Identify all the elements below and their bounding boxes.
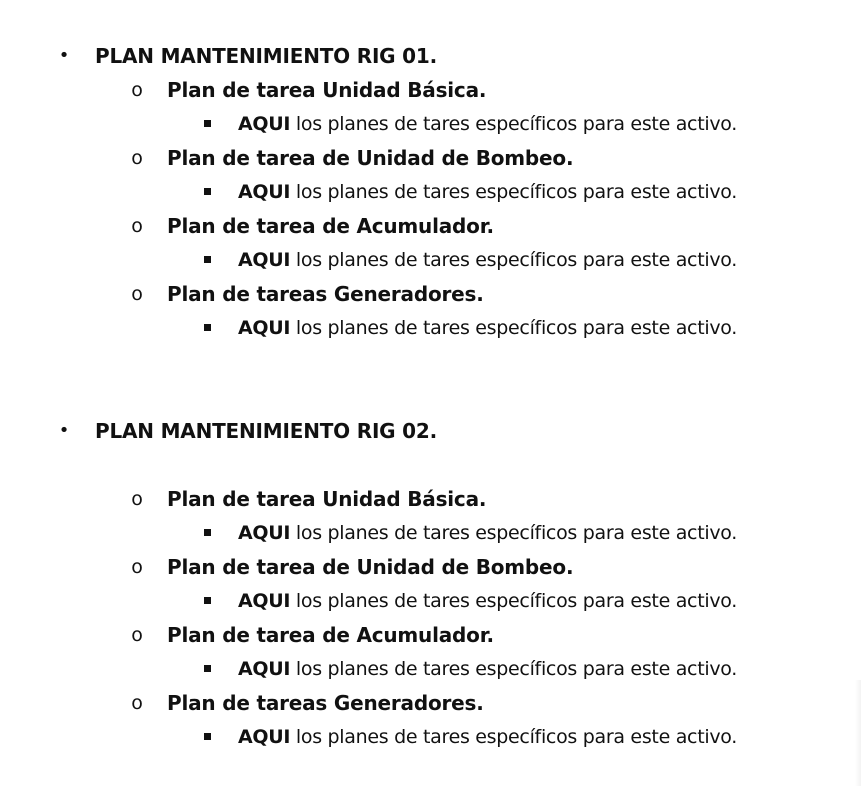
aqui-link[interactable]: AQUI <box>238 590 291 612</box>
section-title: PLAN MANTENIMIENTO RIG 01. <box>95 44 437 68</box>
bullet-circle-icon: o <box>131 556 143 578</box>
bullet-square-icon <box>197 516 217 550</box>
task-plan-detail <box>238 175 737 209</box>
detail-text: los planes de tares específicos para este activo. <box>290 249 737 271</box>
task-plan-detail <box>238 720 737 754</box>
bullet-circle-icon: o <box>131 79 143 101</box>
section-title: PLAN MANTENIMIENTO RIG 02. <box>95 419 437 443</box>
bullet-circle-icon: o <box>131 283 143 305</box>
task-plan-detail <box>238 584 737 618</box>
aqui-link[interactable]: AQUI <box>238 317 291 339</box>
bullet-square-icon <box>197 311 217 345</box>
task-plan-title: Plan de tarea de Unidad de Bombeo. <box>167 146 574 170</box>
bullet-square-icon <box>197 107 217 141</box>
task-plan-detail <box>238 516 737 550</box>
bullet-circle-icon: o <box>131 215 143 237</box>
task-plan-detail <box>238 311 737 345</box>
detail-text: los planes de tares específicos para este activo. <box>290 181 737 203</box>
detail-text: los planes de tares específicos para este activo. <box>290 590 737 612</box>
task-plan-title: Plan de tareas Generadores. <box>167 282 484 306</box>
aqui-link[interactable]: AQUI <box>238 249 291 271</box>
detail-text: los planes de tares específicos para este activo. <box>290 726 737 748</box>
bullet-square-icon <box>197 175 217 209</box>
aqui-link[interactable]: AQUI <box>238 658 291 680</box>
detail-text: los planes de tares específicos para este activo. <box>290 658 737 680</box>
task-plan-title: Plan de tarea de Acumulador. <box>167 623 494 647</box>
aqui-link[interactable]: AQUI <box>238 113 291 135</box>
detail-text: los planes de tares específicos para este activo. <box>290 317 737 339</box>
bullet-circle-icon: o <box>131 624 143 646</box>
task-plan-title: Plan de tarea de Acumulador. <box>167 214 494 238</box>
aqui-link[interactable]: AQUI <box>238 726 291 748</box>
task-plan-title: Plan de tarea Unidad Básica. <box>167 78 487 102</box>
bullet-circle-icon: o <box>131 147 143 169</box>
detail-text: los planes de tares específicos para este activo. <box>290 113 737 135</box>
bullet-circle-icon: o <box>131 692 143 714</box>
bullet-disc-icon: • <box>58 420 70 441</box>
task-plan-detail <box>238 107 737 141</box>
detail-text: los planes de tares específicos para este activo. <box>290 522 737 544</box>
bullet-disc-icon: • <box>58 45 70 66</box>
task-plan-title: Plan de tarea Unidad Básica. <box>167 487 487 511</box>
task-plan-title: Plan de tareas Generadores. <box>167 691 484 715</box>
bullet-square-icon <box>197 652 217 686</box>
page-edge-shadow <box>855 680 861 786</box>
bullet-square-icon <box>197 584 217 618</box>
bullet-circle-icon: o <box>131 488 143 510</box>
task-plan-detail <box>238 243 737 277</box>
bullet-square-icon <box>197 720 217 754</box>
aqui-link[interactable]: AQUI <box>238 181 291 203</box>
aqui-link[interactable]: AQUI <box>238 522 291 544</box>
bullet-square-icon <box>197 243 217 277</box>
task-plan-title: Plan de tarea de Unidad de Bombeo. <box>167 555 574 579</box>
task-plan-detail <box>238 652 737 686</box>
